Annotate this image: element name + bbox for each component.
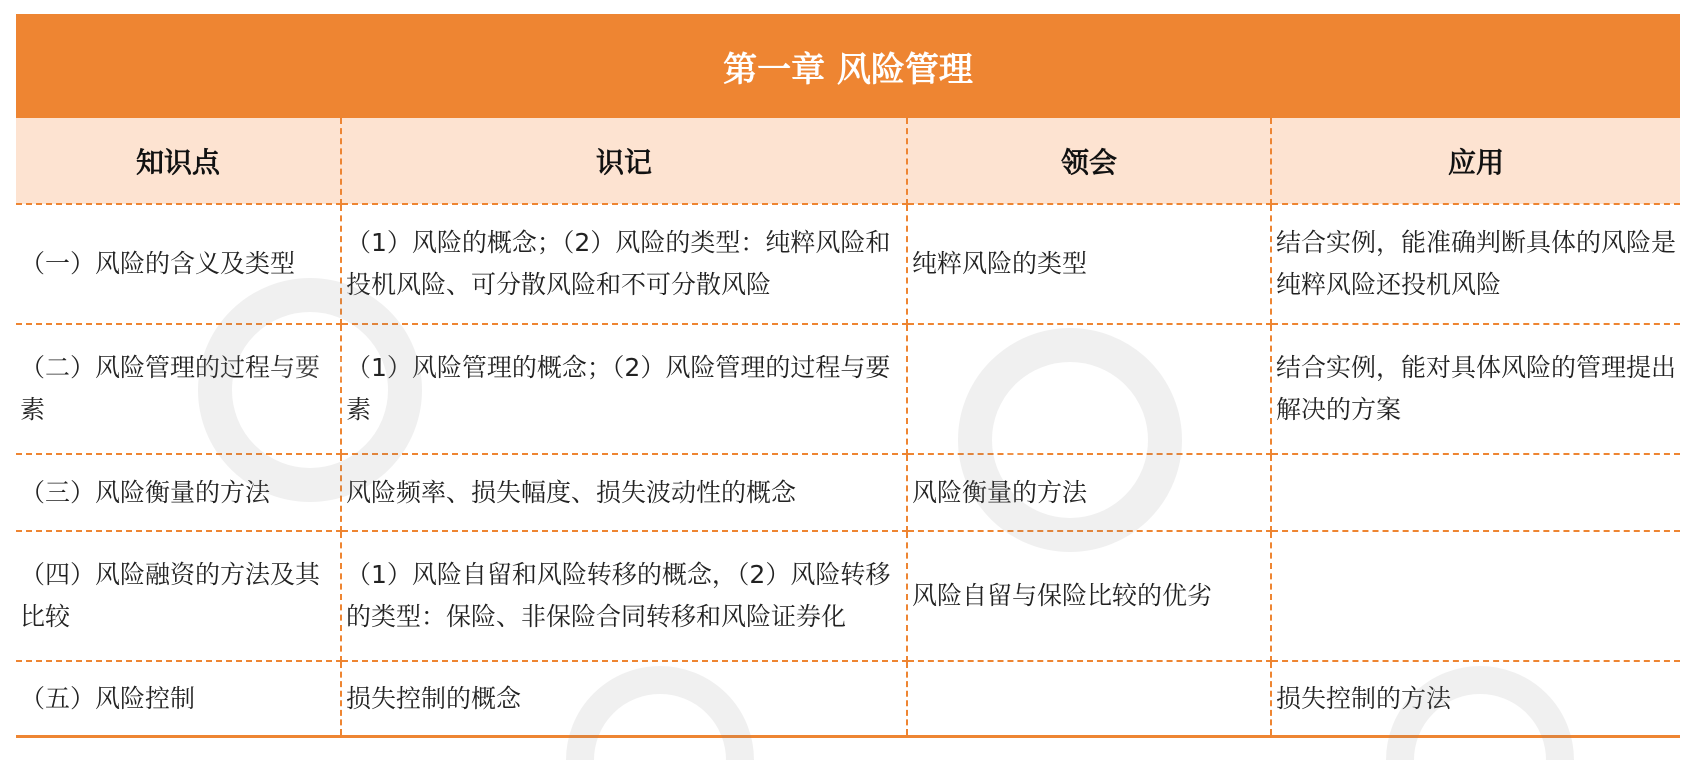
cell-knowledge-point: （二）风险管理的过程与要素: [16, 324, 341, 454]
table-row: [16, 531, 1680, 661]
cell-memorize: 风险频率、损失幅度、损失波动性的概念: [341, 454, 907, 531]
cell-comprehend: 风险衡量的方法: [907, 454, 1271, 531]
cell-memorize: 损失控制的概念: [341, 661, 907, 737]
table-row: [16, 204, 1680, 324]
cell-apply: 损失控制的方法: [1271, 661, 1680, 737]
cell-comprehend: [907, 324, 1271, 454]
title-row: [16, 14, 1680, 118]
table-row: [16, 324, 1680, 454]
table-row: [16, 454, 1680, 531]
cell-memorize: （1）风险管理的概念；（2）风险管理的过程与要素: [341, 324, 907, 454]
cell-memorize: （1）风险的概念；（2）风险的类型：纯粹风险和投机风险、可分散风险和不可分散风险: [341, 204, 907, 324]
cell-comprehend: 风险自留与保险比较的优劣: [907, 531, 1271, 661]
table-row: [16, 661, 1680, 737]
cell-apply: [1271, 531, 1680, 661]
table-title: 第一章 风险管理: [16, 14, 1680, 118]
column-header-memorize: 识记: [341, 118, 907, 204]
knowledge-table-container: [16, 14, 1680, 738]
column-header-comprehend: 领会: [907, 118, 1271, 204]
knowledge-table: [16, 14, 1680, 738]
cell-comprehend: 纯粹风险的类型: [907, 204, 1271, 324]
cell-apply: 结合实例，能准确判断具体的风险是纯粹风险还投机风险: [1271, 204, 1680, 324]
column-header-apply: 应用: [1271, 118, 1680, 204]
column-header-knowledge-point: 知识点: [16, 118, 341, 204]
cell-memorize: （1）风险自留和风险转移的概念，（2）风险转移的类型：保险、非保险合同转移和风险证券化: [341, 531, 907, 661]
cell-knowledge-point: （四）风险融资的方法及其比较: [16, 531, 341, 661]
cell-comprehend: [907, 661, 1271, 737]
cell-knowledge-point: （一）风险的含义及类型: [16, 204, 341, 324]
cell-knowledge-point: （五）风险控制: [16, 661, 341, 737]
cell-apply: 结合实例，能对具体风险的管理提出解决的方案: [1271, 324, 1680, 454]
cell-knowledge-point: （三）风险衡量的方法: [16, 454, 341, 531]
header-row: [16, 118, 1680, 204]
cell-apply: [1271, 454, 1680, 531]
